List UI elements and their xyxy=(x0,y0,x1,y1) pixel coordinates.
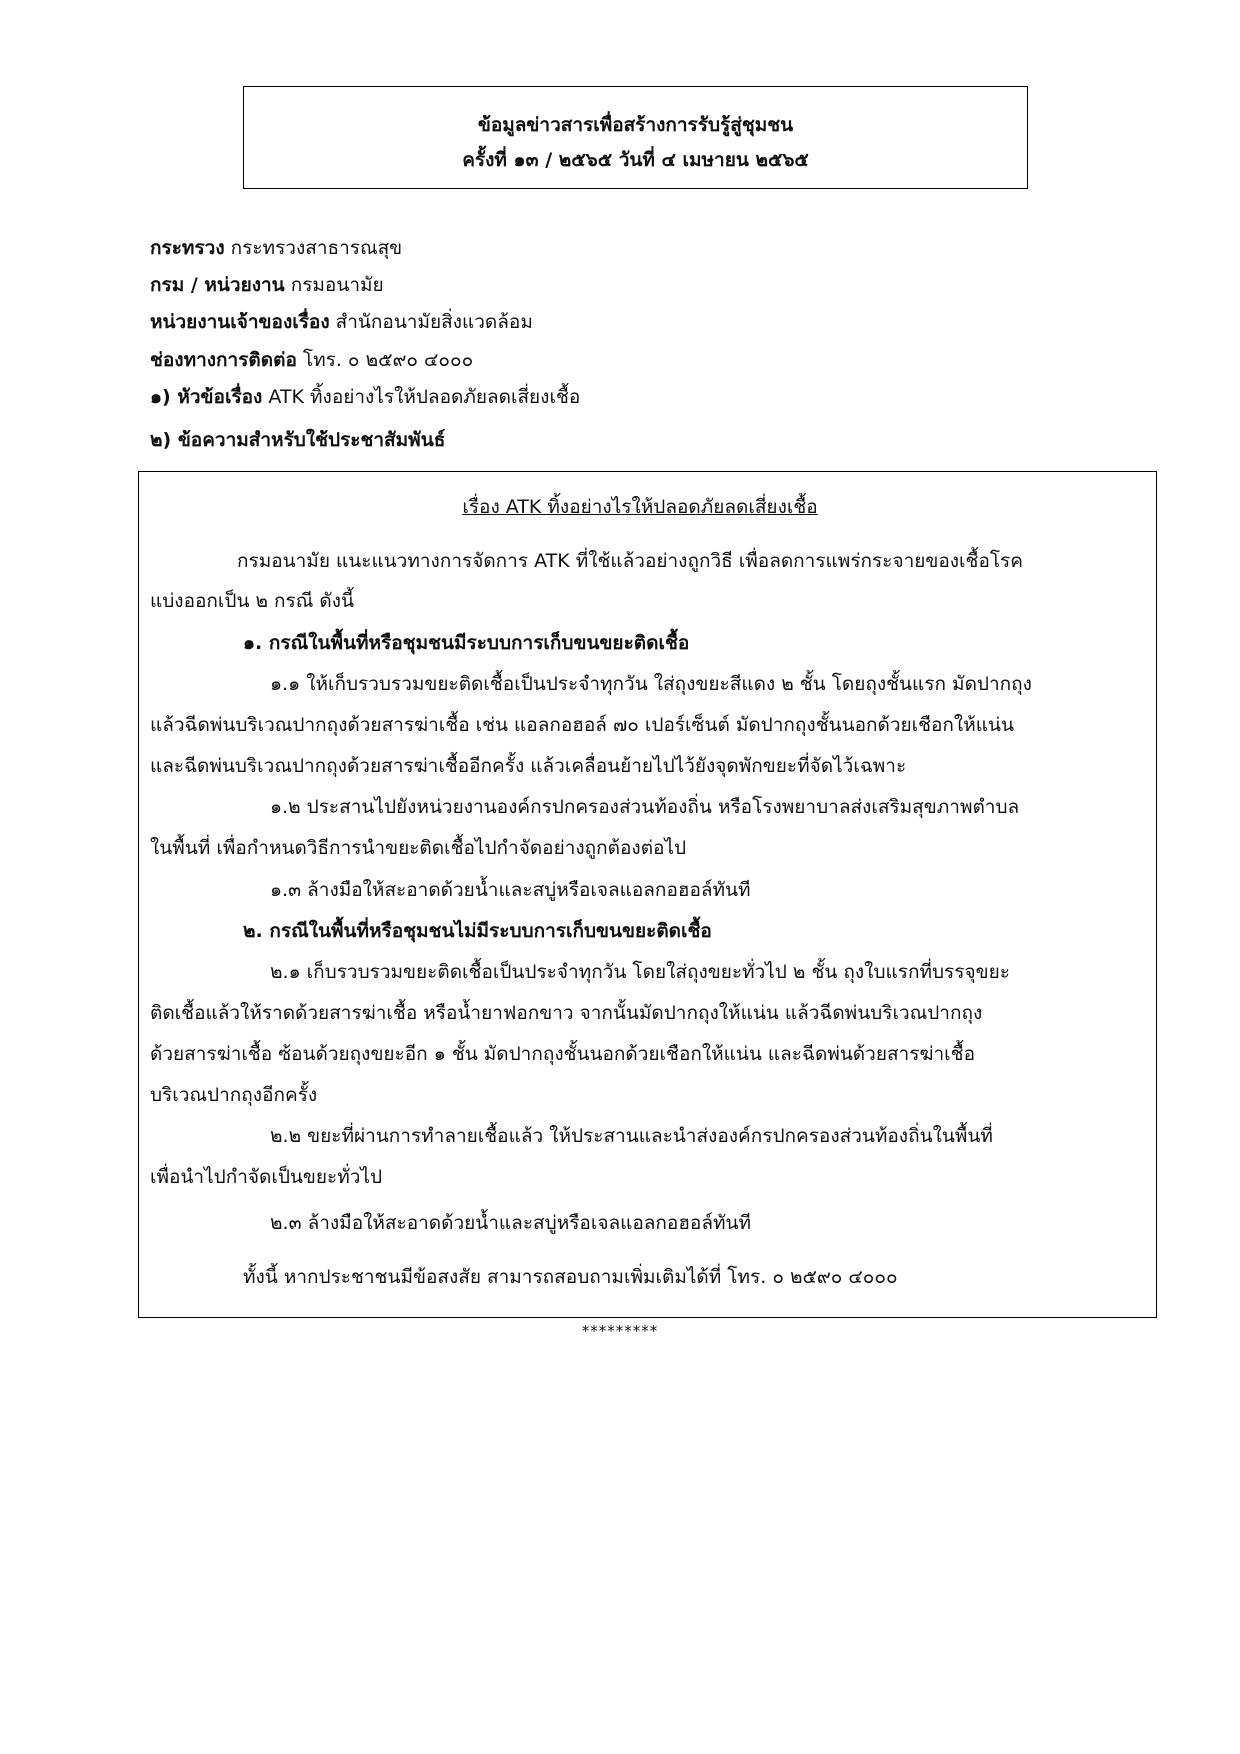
case-1-1-line-3: และฉีดพ่นบริเวณปากถุงด้วยสารฆ่าเชื้ออีกครั้ง แล้วเคลื่อนย้ายไปไว้ยังจุดพักขยะที่จัดไว้เฉพาะ xyxy=(150,755,907,777)
closing-contact-line: ทั้งนี้ หากประชาชนมีข้อสงสัย สามารถสอบถามเพิ่มเติมได้ที่ โทร. ๐ ๒๕๙๐ ๔๐๐๐ xyxy=(243,1266,898,1288)
meta-ministry xyxy=(150,233,402,263)
case-2-2-line-2: เพื่อนำไปกำจัดเป็นขยะทั่วไป xyxy=(150,1166,383,1188)
case-1-2-line-1: ๑.๒ ประสานไปยังหน่วยงานองค์กรปกครองส่วนท้องถิ่น หรือโรงพยาบาลส่งเสริมสุขภาพตำบล xyxy=(270,796,1020,818)
case-2-heading: ๒. กรณีในพื้นที่หรือชุมชนไม่มีระบบการเก็บขนขยะติดเชื้อ xyxy=(243,920,712,942)
meta-topic-label: ๑) หัวข้อเรื่อง xyxy=(150,386,263,408)
meta-contact-label: ช่องทางการติดต่อ xyxy=(150,349,297,371)
case-1-1-line-2: แล้วฉีดพ่นบริเวณปากถุงด้วยสารฆ่าเชื้อ เช่น แอลกอฮอล์ ๗๐ เปอร์เซ็นต์ มัดปากถุงชั้นนอกด้วยเชือกให้แน่น xyxy=(150,714,1014,736)
meta-ministry-value: กระทรวงสาธารณสุข xyxy=(224,237,403,259)
intro-line-1: กรมอนามัย แนะแนวทางการจัดการ ATK ที่ใช้แล้วอย่างถูกวิธี เพื่อลดการแพร่กระจายของเชื้อโรค xyxy=(237,550,1023,572)
meta-topic xyxy=(150,382,580,412)
meta-department-value: กรมอนามัย xyxy=(284,274,384,296)
intro-line-2: แบ่งออกเป็น ๒ กรณี ดังนี้ xyxy=(150,590,355,612)
case-1-2-line-2: ในพื้นที่ เพื่อกำหนดวิธีการนำขยะติดเชื้อไปกำจัดอย่างถูกต้องต่อไป xyxy=(150,837,687,859)
meta-owner-value: สำนักอนามัยสิ่งแวดล้อม xyxy=(329,311,533,333)
meta-owner-label: หน่วยงานเจ้าของเรื่อง xyxy=(150,311,330,333)
meta-contact-value: โทร. ๐ ๒๕๙๐ ๔๐๐๐ xyxy=(296,349,474,371)
meta-contact xyxy=(150,345,473,375)
meta-topic-value: ATK ทิ้งอย่างไรให้ปลอดภัยลดเสี่ยงเชื้อ xyxy=(262,386,581,408)
case-1-heading: ๑. กรณีในพื้นที่หรือชุมชนมีระบบการเก็บขนขยะติดเชื้อ xyxy=(243,632,690,654)
case-2-1-line-1: ๒.๑ เก็บรวบรวมขยะติดเชื้อเป็นประจำทุกวัน โดยใส่ถุงขยะทั่วไป ๒ ชั้น ถุงใบแรกที่บรรจุขยะ xyxy=(270,961,1010,983)
header-issue-date: ครั้งที่ ๑๓ / ๒๕๖๕ วันที่ ๔ เมษายน ๒๕๖๕ xyxy=(462,149,809,171)
case-1-3: ๑.๓ ล้างมือให้สะอาดด้วยน้ำและสบู่หรือเจลแอลกอฮอล์ทันที xyxy=(270,879,751,901)
meta-department-label: กรม / หน่วยงาน xyxy=(150,274,285,296)
case-2-2-line-1: ๒.๒ ขยะที่ผ่านการทำลายเชื้อแล้ว ให้ประสานและนำส่งองค์กรปกครองส่วนท้องถิ่นในพื้นที่ xyxy=(270,1125,993,1147)
meta-ministry-label: กระทรวง xyxy=(150,237,225,259)
meta-pr-message xyxy=(150,425,445,455)
case-2-1-line-4: บริเวณปากถุงอีกครั้ง xyxy=(150,1084,318,1106)
meta-department xyxy=(150,270,384,300)
case-2-1-line-3: ด้วยสารฆ่าเชื้อ ซ้อนด้วยถุงขยะอีก ๑ ชั้น มัดปากถุงชั้นนอกด้วยเชือกให้แน่น และฉีดพ่นด้วยสารฆ่าเชื้อ xyxy=(150,1043,975,1065)
case-2-1-line-2: ติดเชื้อแล้วให้ราดด้วยสารฆ่าเชื้อ หรือน้ำยาฟอกขาว จากนั้นมัดปากถุงให้แน่น แล้วฉีดพ่นบริเวณปากถุง xyxy=(150,1002,983,1024)
release-title: เรื่อง ATK ทิ้งอย่างไรให้ปลอดภัยลดเสี่ยงเชื้อ xyxy=(462,496,818,518)
meta-pr-label: ๒) ข้อความสำหรับใช้ประชาสัมพันธ์ xyxy=(150,429,446,451)
end-marker: ********* xyxy=(581,1322,659,1340)
meta-owner xyxy=(150,307,533,337)
document-header-box xyxy=(243,86,1028,189)
case-2-3: ๒.๓ ล้างมือให้สะอาดด้วยน้ำและสบู่หรือเจลแอลกอฮอล์ทันที xyxy=(270,1212,752,1234)
case-1-1-line-1: ๑.๑ ให้เก็บรวบรวมขยะติดเชื้อเป็นประจำทุกวัน ใส่ถุงขยะสีแดง ๒ ชั้น โดยถุงชั้นแรก มัดปากถุง xyxy=(270,673,1032,695)
header-title: ข้อมูลข่าวสารเพื่อสร้างการรับรู้สู่ชุมชน xyxy=(477,114,794,136)
